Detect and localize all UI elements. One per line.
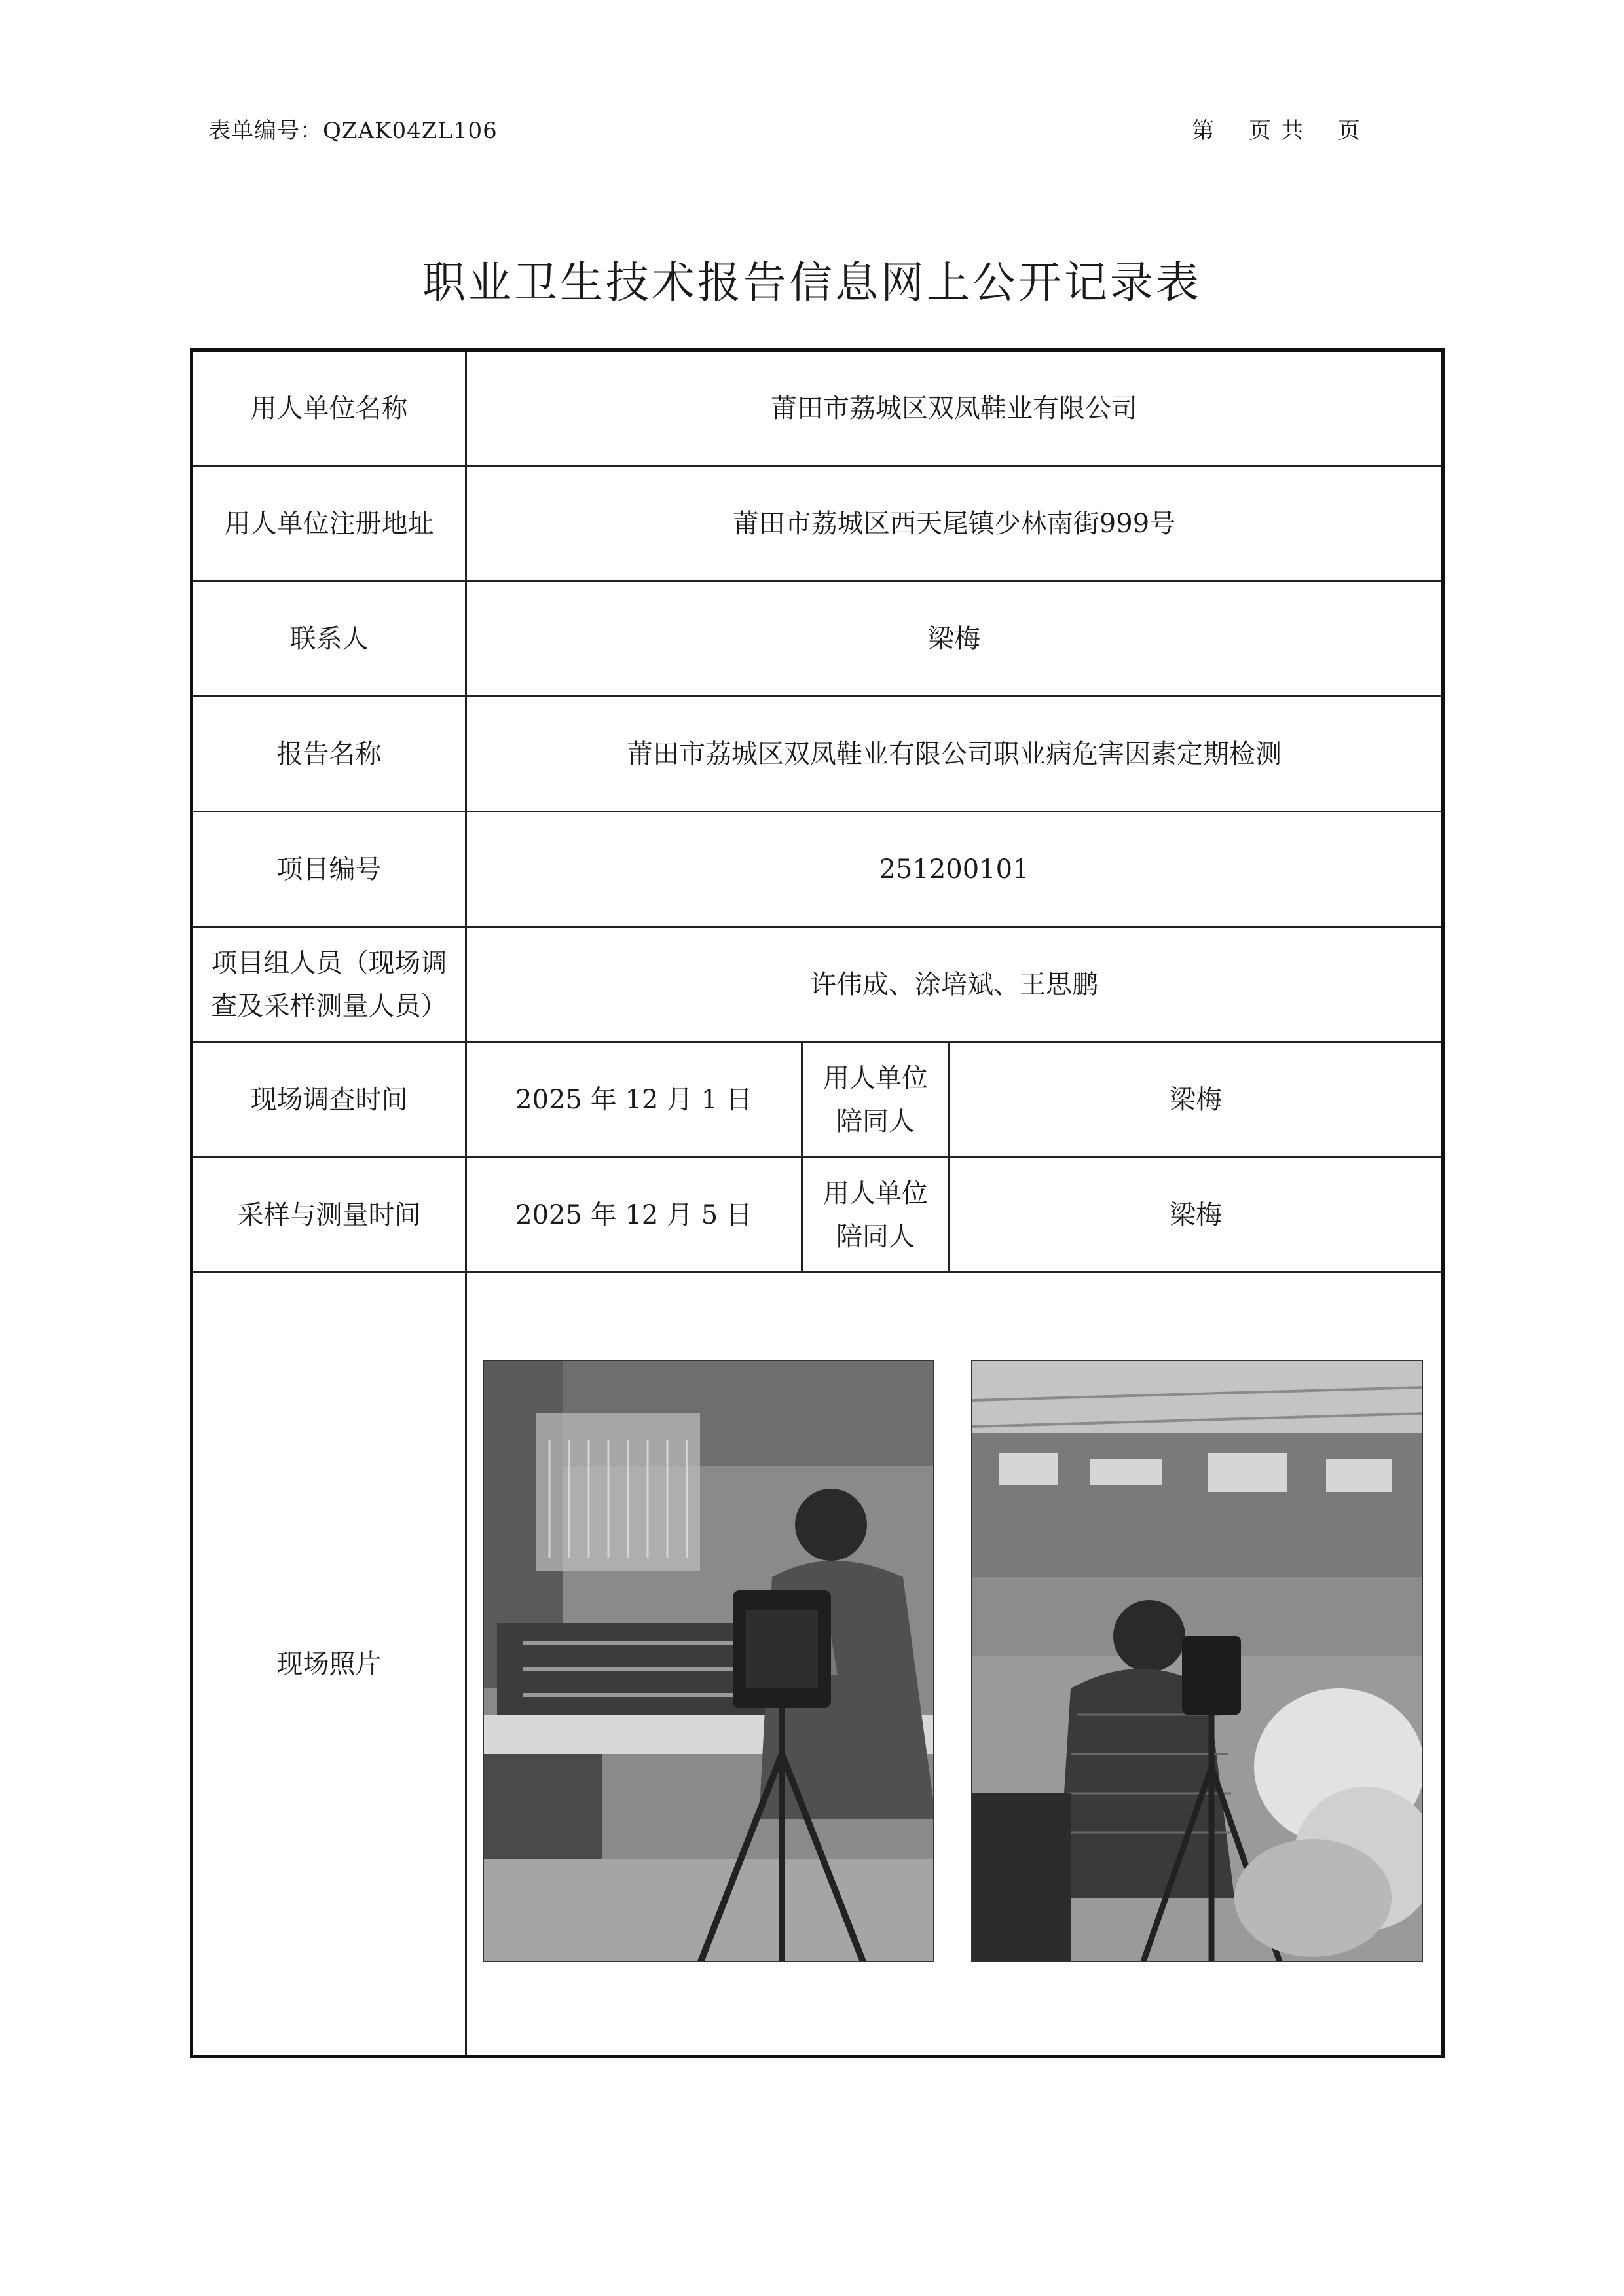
- page-word-3: 共: [1281, 118, 1304, 144]
- report-name-label: 报告名称: [276, 738, 382, 769]
- report-name-value: 莆田市荔城区双凤鞋业有限公司职业病危害因素定期检测: [627, 738, 1282, 769]
- survey-companion-line2: 陪同人: [836, 1106, 915, 1137]
- form-number: 表单编号：QZAK04ZL106: [208, 118, 498, 144]
- sampling-companion-line2: 陪同人: [836, 1221, 915, 1252]
- page-title: 职业卫生技术报告信息网上公开记录表: [422, 257, 1202, 308]
- sampling-companion-value: 梁梅: [1170, 1199, 1222, 1230]
- team-label-line2: 查及采样测量人员）: [211, 991, 447, 1021]
- page-word-1: 第: [1192, 118, 1215, 144]
- address-label: 用人单位注册地址: [224, 508, 434, 539]
- page-counter: [1192, 113, 1395, 145]
- survey-time-label: 现场调查时间: [250, 1084, 408, 1115]
- sampling-date: 2025 年 12 月 5 日: [515, 1199, 752, 1230]
- unit-name-value: 莆田市荔城区双凤鞋业有限公司: [771, 393, 1137, 424]
- record-table: [190, 348, 1445, 2058]
- site-photo-2: [971, 1360, 1423, 1962]
- team-value: 许伟成、涂培斌、王思鹏: [810, 969, 1098, 1000]
- survey-companion-value: 梁梅: [1170, 1084, 1222, 1115]
- page-word-2: 页: [1249, 118, 1272, 144]
- site-photo-2-image: [972, 1361, 1423, 1962]
- contact-label: 联系人: [289, 623, 369, 654]
- project-no-label: 项目编号: [276, 854, 382, 884]
- team-label-line1: 项目组人员（现场调: [211, 947, 447, 978]
- site-photo-1-image: [484, 1361, 934, 1962]
- sampling-companion-label: [803, 1158, 948, 1271]
- unit-name-label: 用人单位名称: [250, 393, 408, 424]
- project-no-value: 251200101: [879, 854, 1029, 884]
- survey-companion-line1: 用人单位: [823, 1063, 928, 1093]
- address-value: 莆田市荔城区西天尾镇少林南街999号: [732, 508, 1176, 539]
- sampling-time-label: 采样与测量时间: [237, 1199, 421, 1230]
- site-photo-1: [483, 1360, 934, 1962]
- sampling-companion-line1: 用人单位: [823, 1178, 928, 1209]
- page-word-4: 页: [1338, 118, 1361, 144]
- survey-companion-label: [803, 1043, 948, 1156]
- contact-value: 梁梅: [928, 623, 980, 654]
- photos-label: 现场照片: [276, 1649, 382, 1679]
- survey-date: 2025 年 12 月 1 日: [515, 1084, 752, 1115]
- team-label: [193, 928, 465, 1041]
